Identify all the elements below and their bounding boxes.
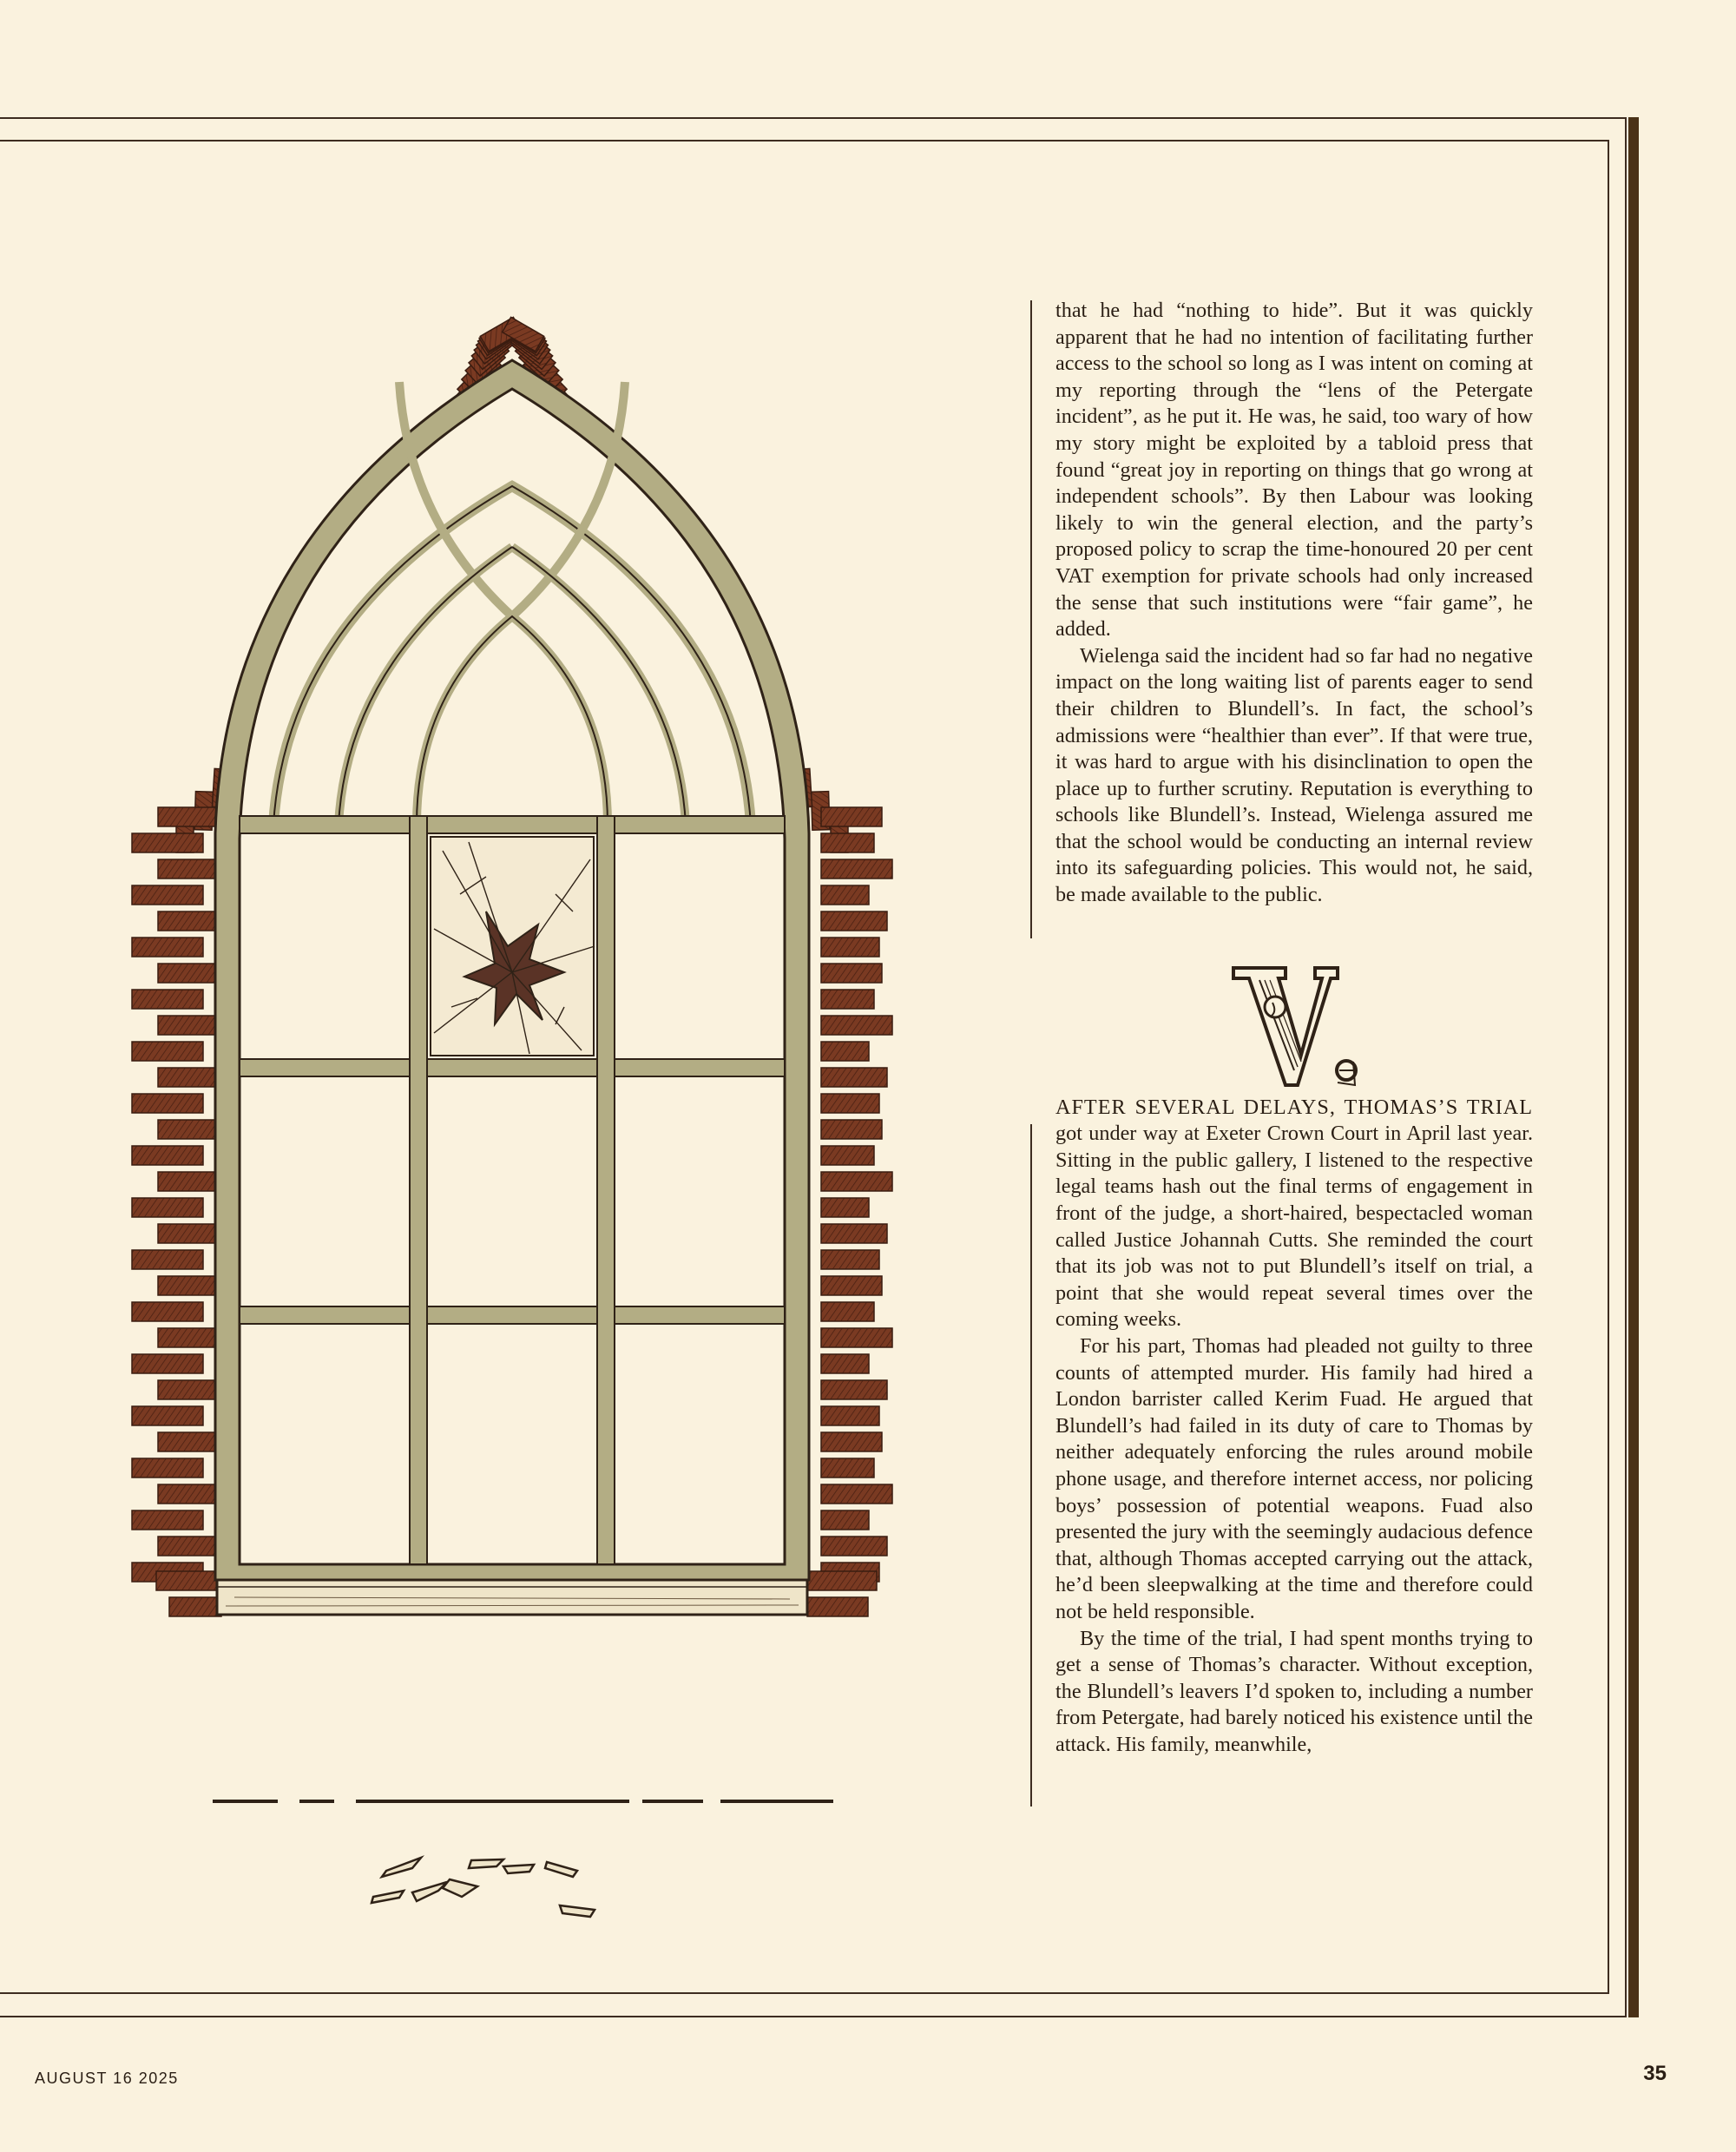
brick <box>821 1380 887 1399</box>
paragraph-continuation: got under way at Exeter Crown Court in April last year. Sitting in the public gallery, I listened to the respective legal teams hash out the final terms of engagement in front of the judge, a short-haired, bespectacled woman called Justice Johannah Cutts. She reminded the court that its job was not to put Blundell’s itself on trial, a point that she would repeat several times over the coming weeks. <box>1055 1122 1533 1332</box>
brick <box>132 1042 203 1061</box>
brick <box>821 1484 892 1504</box>
brick <box>158 1276 219 1295</box>
paragraph: By the time of the trial, I had spent months trying to get a sense of Thomas’s character. Without exception, the Blundell’s leavers I’d spoken to, including a number from Petergate, had barely noticed his existence until the attack. His family, meanwhile, <box>1055 1626 1533 1756</box>
column-rule-top <box>1030 300 1032 938</box>
brick <box>821 1068 887 1087</box>
brick <box>821 1328 892 1347</box>
brick <box>821 859 892 879</box>
brick <box>158 1380 219 1399</box>
issue-date: AUGUST 16 2025 <box>35 2070 179 2087</box>
brick <box>132 1250 203 1269</box>
brick <box>821 1042 869 1061</box>
brick <box>821 1510 869 1530</box>
brick <box>807 1597 868 1616</box>
column-rule-bottom <box>1030 1124 1032 1806</box>
brick <box>821 1432 882 1451</box>
brick <box>821 938 879 957</box>
brick <box>158 1432 219 1451</box>
paragraph: For his part, Thomas had pleaded not guilty to three counts of attempted murder. His family had hired a London barrister called Kerim Fuad. He argued that Blundell’s had failed in its duty of care to Thomas by neither adequately enforcing the rules around mobile phone usage, and therefore internet access, nor policing boys’ possession of potential weapons. Fuad also presented the jury with the seemingly audacious defence that, although Thomas accepted carrying out the attack, he’d been sleepwalking at the time and therefore could not be held responsible. <box>1055 1334 1533 1623</box>
brick <box>132 990 203 1009</box>
brick <box>158 964 219 983</box>
brick <box>821 1146 874 1165</box>
brick <box>821 1458 874 1477</box>
brick <box>821 1094 879 1113</box>
brick <box>156 1571 217 1590</box>
paragraph: Wielenga said the incident had so far had no negative impact on the long waiting list of parents eager to send their children to Blundell’s. In fact, the school’s admissions were “healthier than ever”. If that were true, it was hard to argue with his disinclination to open the place up to further scrutiny. Reputation is everything to schools like Blundell’s. Instead, Wielenga assured me that the school would be conducting an internal review into its safeguarding policies. This would not, he said, be made available to the public. <box>1055 643 1533 907</box>
brick <box>132 885 203 905</box>
brick <box>821 807 882 826</box>
lead-in-smallcaps: AFTER SEVERAL DELAYS, THOMAS’S TRIAL <box>1055 1095 1533 1119</box>
brick <box>158 1224 219 1243</box>
brick <box>169 1597 221 1616</box>
brick <box>158 1484 219 1504</box>
brick <box>132 1198 203 1217</box>
brick <box>821 1224 887 1243</box>
brick <box>158 1016 219 1035</box>
brick <box>821 1250 879 1269</box>
brick <box>132 1354 203 1373</box>
broken-pane <box>431 837 595 1056</box>
brick <box>821 1537 887 1556</box>
brick <box>821 1016 892 1035</box>
brick <box>132 1510 203 1530</box>
brick <box>158 1537 219 1556</box>
brick <box>821 885 869 905</box>
paragraph-with-lead-in <box>1055 1095 1533 1333</box>
brick <box>821 1406 879 1425</box>
page-edge-bar <box>1628 117 1639 2017</box>
broken-gothic-window-illustration <box>122 286 937 1936</box>
brick <box>821 964 882 983</box>
brick <box>821 990 874 1009</box>
brick <box>132 1406 203 1425</box>
brick <box>132 1094 203 1113</box>
brick <box>158 1328 219 1347</box>
brick <box>158 1120 219 1139</box>
page-number: 35 <box>1643 2062 1667 2085</box>
brick <box>821 1276 882 1295</box>
brick <box>807 1571 877 1590</box>
paragraph: that he had “nothing to hide”. But it was quickly apparent that he had no intention of facilitating further access to the school so long as I was intent on coming at my reporting through the “lens of the Petergate incident”, as he put it. He was, he said, too wary of how my story might be exploited by a tabloid press that found “great joy in reporting on things that go wrong at independent schools”. By then Labour was looking likely to win the general election, and the party’s proposed policy to scrap the time-honoured 20 per cent VAT exemption for private schools had only increased the sense that such institutions were “fair game”, he added. <box>1055 299 1533 642</box>
brick <box>821 1120 882 1139</box>
brick <box>132 1302 203 1321</box>
section-numeral-v <box>1225 959 1364 1089</box>
brick <box>132 833 203 852</box>
window-sill <box>217 1576 807 1615</box>
brick <box>821 911 887 931</box>
brick <box>821 1302 874 1321</box>
brick <box>821 1198 869 1217</box>
brick <box>158 1172 219 1191</box>
glass-shards <box>372 1858 595 1917</box>
brick <box>821 833 874 852</box>
brick <box>132 1146 203 1165</box>
brick <box>158 859 219 879</box>
brick <box>132 938 203 957</box>
brick <box>158 911 219 931</box>
brick <box>132 1458 203 1477</box>
brick <box>158 1068 219 1087</box>
brick <box>821 1354 869 1373</box>
brick <box>158 807 219 826</box>
article-body <box>1055 298 1533 1759</box>
brick <box>821 1172 892 1191</box>
